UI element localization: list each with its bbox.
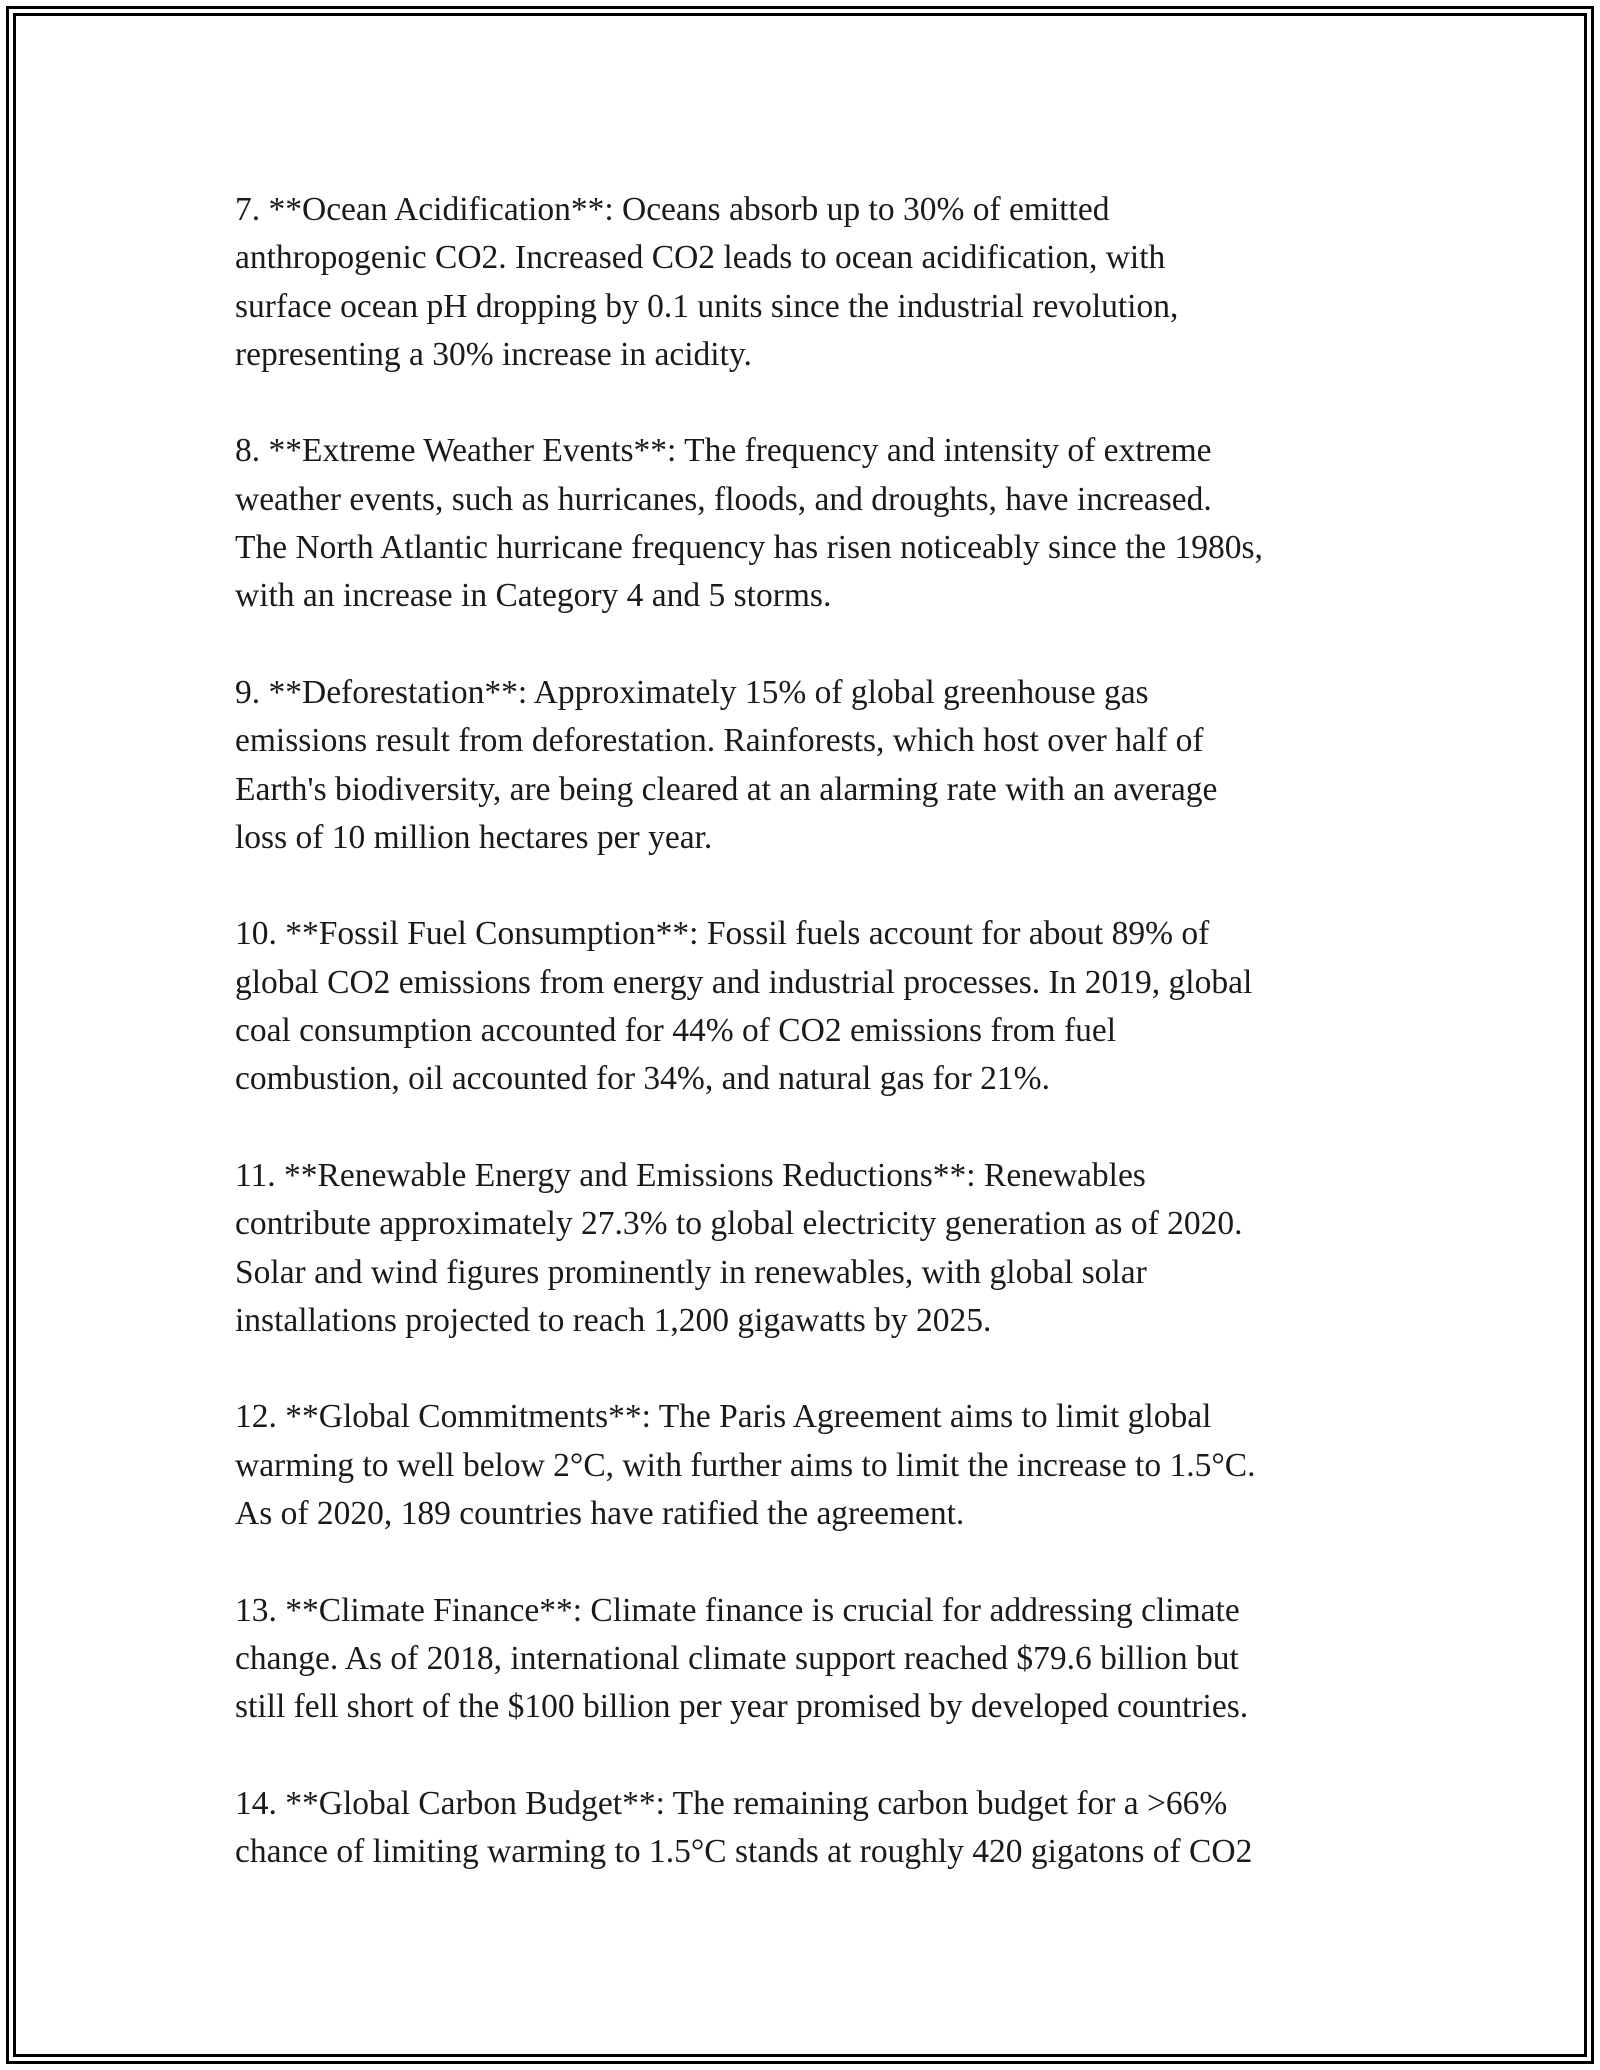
document-body (235, 186, 1405, 1925)
text-line: global CO2 emissions from energy and industrial processes. In 2019, global (235, 963, 1253, 1001)
text-line: 9. **Deforestation**: Approximately 15% of global greenhouse gas (235, 673, 1149, 711)
text-line: representing a 30% increase in acidity. (235, 335, 752, 373)
text-line: Solar and wind figures prominently in renewables, with global solar (235, 1253, 1147, 1291)
text-line: combustion, oil accounted for 34%, and natural gas for 21%. (235, 1060, 1050, 1098)
text-line: loss of 10 million hectares per year. (235, 818, 713, 856)
text-line: warming to well below 2°C, with further aims to limit the increase to 1.5°C. (235, 1446, 1256, 1484)
paragraph-ocean-acidification (235, 186, 1405, 379)
text-line: emissions result from deforestation. Rainforests, which host over half of (235, 722, 1204, 760)
text-line: with an increase in Category 4 and 5 storms. (235, 577, 832, 615)
text-line: 11. **Renewable Energy and Emissions Reductions**: Renewables (235, 1156, 1146, 1194)
text-line: coal consumption accounted for 44% of CO2 emissions from fuel (235, 1012, 1117, 1050)
text-line: 12. **Global Commitments**: The Paris Agreement aims to limit global (235, 1398, 1212, 1436)
text-line: chance of limiting warming to 1.5°C stands at roughly 420 gigatons of CO2 (235, 1833, 1253, 1871)
paragraph-fossil-fuel-consumption (235, 910, 1405, 1103)
text-line: 7. **Ocean Acidification**: Oceans absorb up to 30% of emitted (235, 191, 1110, 228)
text-line: The North Atlantic hurricane frequency has risen noticeably since the 1980s, (235, 529, 1263, 567)
text-line: 14. **Global Carbon Budget**: The remaining carbon budget for a >66% (235, 1784, 1228, 1822)
paragraph-climate-finance (235, 1587, 1405, 1732)
text-line: still fell short of the $100 billion per year promised by developed countries. (235, 1688, 1249, 1726)
text-line: contribute approximately 27.3% to global electricity generation as of 2020. (235, 1205, 1243, 1243)
paragraph-renewable-energy (235, 1152, 1405, 1345)
text-line: change. As of 2018, international climate support reached $79.6 billion but (235, 1639, 1239, 1677)
text-line: Earth's biodiversity, are being cleared at an alarming rate with an average (235, 770, 1218, 808)
paragraph-global-carbon-budget (235, 1780, 1405, 1877)
text-line: 10. **Fossil Fuel Consumption**: Fossil fuels account for about 89% of (235, 915, 1210, 953)
text-line: weather events, such as hurricanes, floods, and droughts, have increased. (235, 480, 1212, 518)
text-line: anthropogenic CO2. Increased CO2 leads to ocean acidification, with (235, 239, 1166, 277)
paragraph-extreme-weather-events (235, 427, 1405, 620)
text-line: 8. **Extreme Weather Events**: The frequency and intensity of extreme (235, 432, 1212, 470)
text-line: installations projected to reach 1,200 gigawatts by 2025. (235, 1301, 992, 1339)
paragraph-global-commitments (235, 1393, 1405, 1538)
text-line: As of 2020, 189 countries have ratified the agreement. (235, 1495, 965, 1533)
text-line: surface ocean pH dropping by 0.1 units since the industrial revolution, (235, 287, 1179, 325)
text-line: 13. **Climate Finance**: Climate finance is crucial for addressing climate (235, 1591, 1240, 1629)
paragraph-deforestation (235, 669, 1405, 862)
